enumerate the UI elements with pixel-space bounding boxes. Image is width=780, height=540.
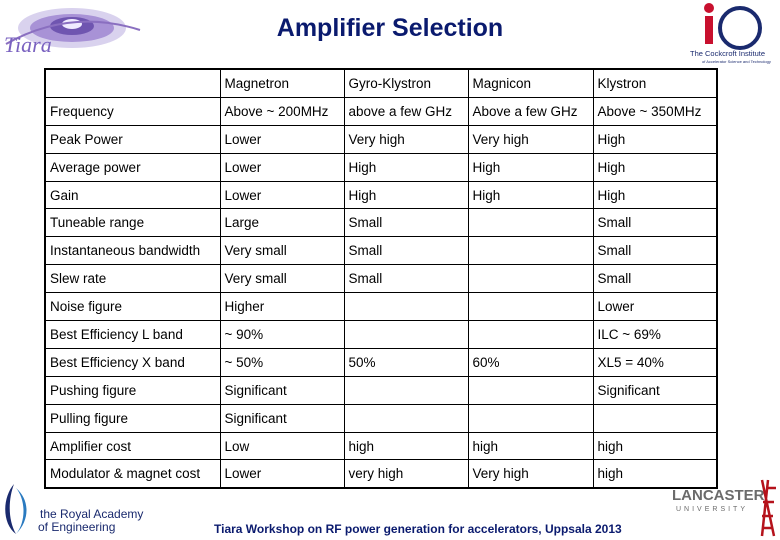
table-cell: Small — [593, 237, 717, 265]
table-cell — [344, 404, 468, 432]
table-cell: Very high — [468, 125, 593, 153]
table-cell: high — [593, 460, 717, 488]
amplifier-comparison-table — [44, 68, 718, 489]
table-row — [45, 181, 717, 209]
table-cell: XL5 = 40% — [593, 348, 717, 376]
table-cell: 60% — [468, 348, 593, 376]
table-cell: Significant — [220, 404, 344, 432]
row-label: Noise figure — [45, 293, 220, 321]
row-label: Pushing figure — [45, 376, 220, 404]
table-cell: ~ 90% — [220, 321, 344, 349]
university-text: UNIVERSITY — [676, 506, 749, 513]
column-header: Gyro-Klystron — [344, 69, 468, 97]
royal-academy-logo — [0, 480, 150, 538]
table-row — [45, 376, 717, 404]
row-label: Modulator & magnet cost — [45, 460, 220, 488]
row-label: Pulling figure — [45, 404, 220, 432]
table-cell: Lower — [593, 293, 717, 321]
table-cell: Large — [220, 209, 344, 237]
table-cell: Significant — [220, 376, 344, 404]
table-cell: Above ~ 350MHz — [593, 97, 717, 125]
table-cell: above a few GHz — [344, 97, 468, 125]
cockcroft-logo-subtext: of Accelerator Science and Technology — [702, 59, 771, 64]
table-row — [45, 237, 717, 265]
table-row — [45, 348, 717, 376]
royal-academy-text-1: the Royal Academy — [40, 507, 144, 521]
table-row — [45, 209, 717, 237]
table-cell: Lower — [220, 153, 344, 181]
cockcroft-logo-text: The Cockcroft Institute — [690, 49, 766, 58]
table-cell: Above a few GHz — [468, 97, 593, 125]
table-cell: Above ~ 200MHz — [220, 97, 344, 125]
table-cell: High — [468, 153, 593, 181]
row-label: Instantaneous bandwidth — [45, 237, 220, 265]
table-cell: Small — [344, 209, 468, 237]
table-cell: Small — [344, 237, 468, 265]
tiara-logo-text: Tiara — [4, 32, 52, 57]
table-cell: Lower — [220, 125, 344, 153]
table-cell: Significant — [593, 376, 717, 404]
table-cell: High — [344, 153, 468, 181]
table-cell — [468, 237, 593, 265]
table-cell: Very high — [344, 125, 468, 153]
row-label: Slew rate — [45, 265, 220, 293]
table-cell — [468, 376, 593, 404]
table-cell: Small — [593, 209, 717, 237]
table-row — [45, 404, 717, 432]
royal-academy-text-2: of Engineering — [38, 520, 116, 534]
table-cell: Lower — [220, 181, 344, 209]
table-cell: Very high — [468, 460, 593, 488]
row-label: Frequency — [45, 97, 220, 125]
column-header: Magnicon — [468, 69, 593, 97]
table-cell: very high — [344, 460, 468, 488]
table-cell: High — [344, 181, 468, 209]
table-cell — [468, 293, 593, 321]
row-label: Best Efficiency X band — [45, 348, 220, 376]
page-title: Amplifier Selection — [276, 14, 504, 42]
table-row — [45, 321, 717, 349]
table-cell: Small — [593, 265, 717, 293]
table-cell: Low — [220, 432, 344, 460]
column-header: Magnetron — [220, 69, 344, 97]
table-cell: High — [593, 181, 717, 209]
table-row — [45, 293, 717, 321]
table-cell: ILC ~ 69% — [593, 321, 717, 349]
table-cell — [593, 404, 717, 432]
table-header-row — [45, 69, 717, 97]
row-label: Tuneable range — [45, 209, 220, 237]
table-cell: Very small — [220, 237, 344, 265]
table-cell — [468, 209, 593, 237]
table-cell — [468, 404, 593, 432]
table-cell: Very small — [220, 265, 344, 293]
table-row — [45, 432, 717, 460]
row-label: Gain — [45, 181, 220, 209]
lancaster-university-logo — [670, 478, 780, 540]
table-cell: Small — [344, 265, 468, 293]
table-row — [45, 265, 717, 293]
footer-text: Tiara Workshop on RF power generation for accelerators, Uppsala 2013 — [214, 522, 622, 536]
table-cell — [468, 321, 593, 349]
table-cell: ~ 50% — [220, 348, 344, 376]
table-row — [45, 125, 717, 153]
table-cell — [344, 376, 468, 404]
row-label: Best Efficiency L band — [45, 321, 220, 349]
table-cell — [468, 265, 593, 293]
row-label: Peak Power — [45, 125, 220, 153]
table-cell: high — [468, 432, 593, 460]
row-label: Amplifier cost — [45, 432, 220, 460]
cockcroft-institute-logo — [688, 2, 780, 66]
table-cell — [344, 293, 468, 321]
table-cell: High — [593, 153, 717, 181]
table-cell: Higher — [220, 293, 344, 321]
table-cell: Lower — [220, 460, 344, 488]
row-label: Average power — [45, 153, 220, 181]
table-cell: High — [593, 125, 717, 153]
table-cell: high — [344, 432, 468, 460]
table-cell: 50% — [344, 348, 468, 376]
table-cell — [344, 321, 468, 349]
column-header: Klystron — [593, 69, 717, 97]
table-row — [45, 153, 717, 181]
table-cell: high — [593, 432, 717, 460]
lancaster-text: LANCASTER — [672, 487, 765, 504]
table-cell: High — [468, 181, 593, 209]
column-header — [45, 69, 220, 97]
table-row — [45, 97, 717, 125]
